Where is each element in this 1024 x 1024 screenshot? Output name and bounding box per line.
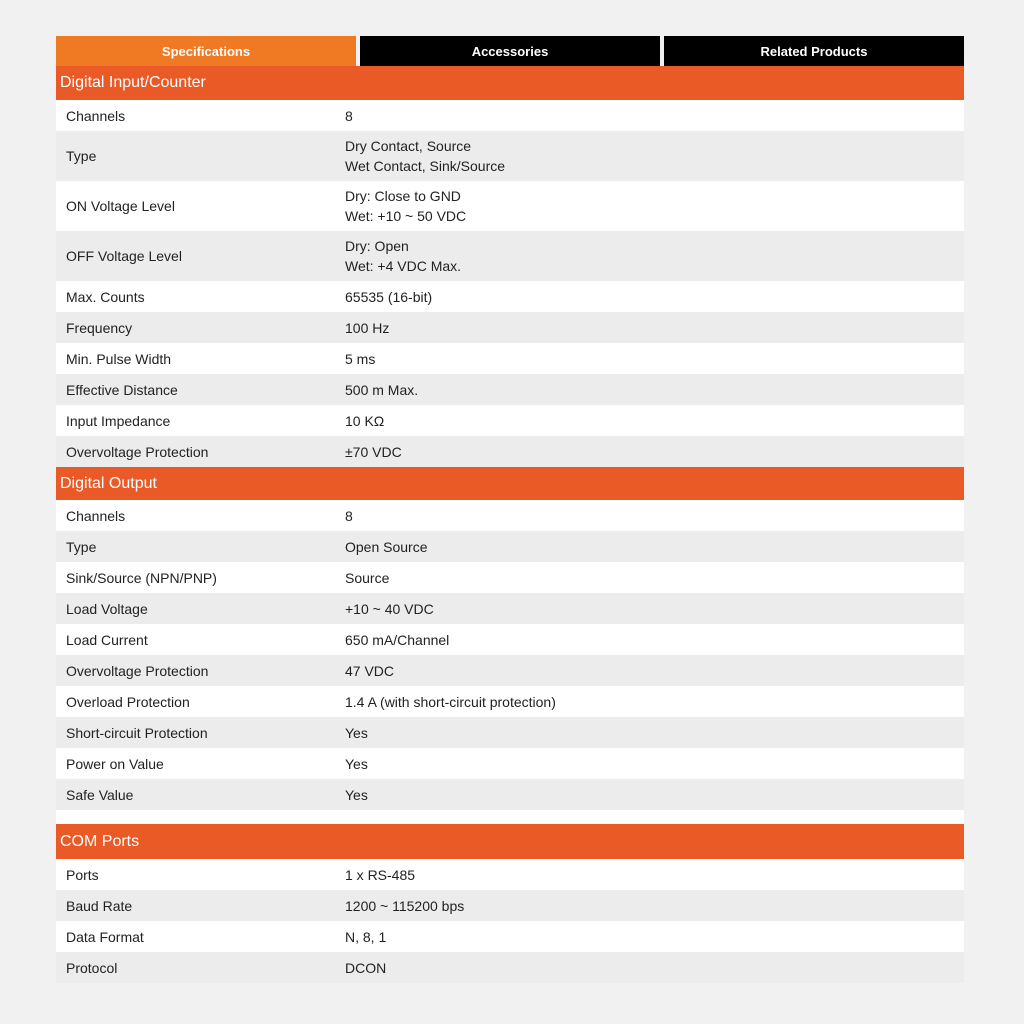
spec-value: N, 8, 1	[345, 928, 387, 945]
spec-label: Safe Value	[66, 786, 134, 803]
table-row	[56, 779, 964, 810]
spec-value: 1.4 A (with short-circuit protection)	[345, 693, 556, 710]
spec-label: Type	[66, 148, 97, 164]
table-row	[56, 593, 964, 624]
spec-value: Dry Contact, Source Wet Contact, Sink/Source	[345, 138, 506, 174]
spec-value: 8	[345, 507, 353, 524]
spec-label: Ports	[66, 866, 99, 883]
table-row	[56, 100, 964, 131]
table-row	[56, 655, 964, 686]
spec-value: 65535 (16-bit)	[345, 288, 433, 305]
table-row	[56, 921, 964, 952]
spec-value: 1 x RS-485	[345, 866, 416, 883]
tab-bar	[56, 36, 964, 66]
spec-label: Channels	[66, 507, 126, 524]
spec-label: Power on Value	[66, 755, 164, 772]
table-row	[56, 686, 964, 717]
section-spacer	[56, 810, 964, 824]
section-header: COM Ports	[56, 824, 964, 859]
spec-value: ±70 VDC	[345, 443, 402, 460]
spec-label: ON Voltage Level	[66, 198, 175, 214]
spec-value: Yes	[345, 786, 368, 803]
spec-label: Data Format	[66, 928, 144, 945]
spec-label: Overvoltage Protection	[66, 662, 209, 679]
table-row	[56, 312, 964, 343]
tab-related-products[interactable]: Related Products	[664, 36, 964, 66]
spec-value: Yes	[345, 724, 368, 741]
spec-value: DCON	[345, 959, 387, 976]
spec-label: Type	[66, 538, 97, 555]
table-row	[56, 500, 964, 531]
table-row	[56, 281, 964, 312]
table-row	[56, 717, 964, 748]
spec-label: Load Voltage	[66, 600, 148, 617]
table-row	[56, 624, 964, 655]
table-row	[56, 890, 964, 921]
spec-value: 500 m Max.	[345, 381, 419, 398]
table-row	[56, 436, 964, 467]
table-row	[56, 748, 964, 779]
spec-label: Max. Counts	[66, 288, 145, 305]
spec-value: 650 mA/Channel	[345, 631, 450, 648]
spec-label: Load Current	[66, 631, 148, 648]
spec-value: +10 ~ 40 VDC	[345, 600, 434, 617]
table-row	[56, 531, 964, 562]
spec-table	[56, 66, 964, 983]
spec-label: Channels	[66, 107, 126, 124]
spec-value: Dry: Open Wet: +4 VDC Max.	[345, 238, 462, 274]
spec-value: 47 VDC	[345, 662, 395, 679]
section-header: Digital Output	[56, 467, 964, 500]
table-row	[56, 952, 964, 983]
spec-value: 1200 ~ 115200 bps	[345, 897, 465, 914]
spec-value: Open Source	[345, 538, 428, 555]
section-header: Digital Input/Counter	[56, 66, 964, 100]
specifications-panel	[56, 36, 964, 983]
spec-value: 10 KΩ	[345, 412, 385, 429]
spec-label: Frequency	[66, 319, 133, 336]
tab-accessories[interactable]: Accessories	[360, 36, 660, 66]
table-row	[56, 231, 964, 281]
spec-label: Short-circuit Protection	[66, 724, 208, 741]
table-row	[56, 859, 964, 890]
table-row	[56, 181, 964, 231]
spec-value: Yes	[345, 755, 368, 772]
spec-label: Overvoltage Protection	[66, 443, 209, 460]
table-row	[56, 374, 964, 405]
table-row	[56, 131, 964, 181]
spec-value: 5 ms	[345, 350, 376, 367]
spec-value: Source	[345, 569, 390, 586]
spec-label: Overload Protection	[66, 693, 190, 710]
spec-label: Baud Rate	[66, 897, 133, 914]
tab-specifications[interactable]: Specifications	[56, 36, 356, 66]
spec-label: Input Impedance	[66, 412, 171, 429]
spec-label: Effective Distance	[66, 381, 178, 398]
spec-value: 8	[345, 107, 353, 124]
spec-label: OFF Voltage Level	[66, 248, 182, 264]
spec-label: Min. Pulse Width	[66, 350, 172, 367]
spec-value: 100 Hz	[345, 319, 390, 336]
spec-label: Sink/Source (NPN/PNP)	[66, 569, 217, 586]
table-row	[56, 343, 964, 374]
table-row	[56, 562, 964, 593]
spec-value: Dry: Close to GND Wet: +10 ~ 50 VDC	[345, 188, 467, 224]
spec-label: Protocol	[66, 959, 118, 976]
table-row	[56, 405, 964, 436]
